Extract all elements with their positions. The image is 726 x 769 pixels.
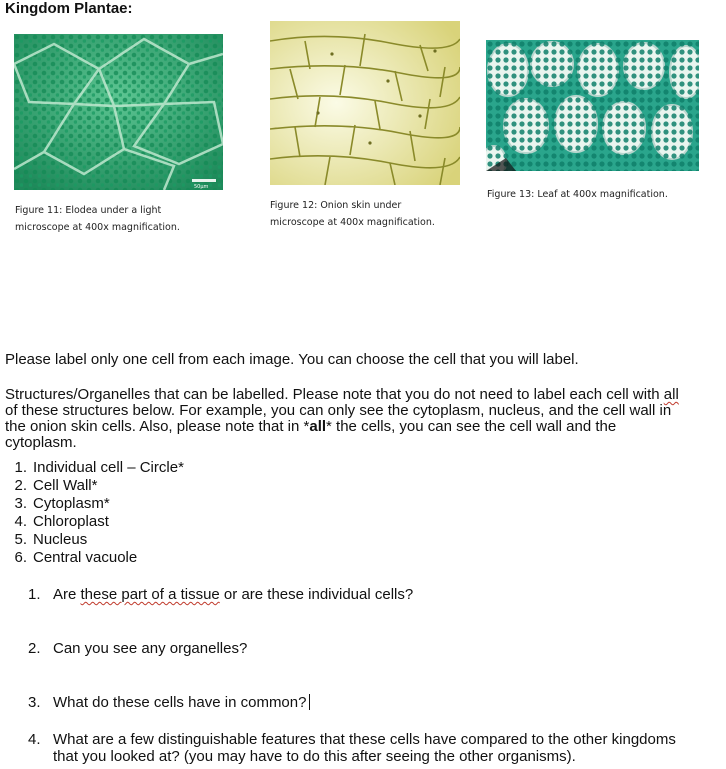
list-label: Individual cell – Circle* bbox=[33, 459, 184, 476]
structures-list bbox=[5, 459, 184, 567]
list-number: 3. bbox=[14, 495, 27, 512]
list-number: 2. bbox=[14, 477, 27, 494]
labeling-instruction: Please label only one cell from each image. You can choose the cell that you will label. bbox=[5, 351, 579, 368]
intro-emphasis: all bbox=[663, 386, 679, 403]
intro-text: Structures/Organelles that can be labelled. Please note that you do not need to label each cell with bbox=[5, 386, 664, 403]
caption-line: Figure 12: Onion skin under bbox=[270, 200, 402, 211]
elodea-micrograph bbox=[14, 34, 223, 190]
list-label: Chloroplast bbox=[33, 513, 109, 530]
structures-intro bbox=[5, 387, 725, 451]
question-text: or are these individual cells? bbox=[219, 586, 414, 603]
list-item bbox=[5, 531, 184, 549]
list-number: 5. bbox=[14, 531, 27, 548]
list-item bbox=[5, 477, 184, 495]
question-number: 2. bbox=[28, 640, 41, 657]
intro-text: of these structures below. For example, you can only see the cytoplasm, nucleus, and the cell wall in bbox=[5, 402, 672, 419]
list-label: Central vacuole bbox=[33, 549, 138, 566]
intro-text: * the cells, you can see the cell wall and the bbox=[326, 418, 617, 435]
caption-line: microscope at 400x magnification. bbox=[15, 222, 180, 233]
list-label: Nucleus bbox=[33, 531, 88, 548]
figure-12-caption bbox=[270, 197, 435, 231]
question-number: 3. bbox=[28, 694, 41, 711]
list-number: 1. bbox=[14, 459, 27, 476]
question-text: What are a few distinguishable features that these cells have compared to the other kingdoms bbox=[53, 731, 676, 748]
intro-text: cytoplasm. bbox=[5, 434, 77, 451]
list-item bbox=[5, 513, 184, 531]
question-3[interactable] bbox=[28, 694, 718, 711]
list-number: 6. bbox=[14, 549, 27, 566]
question-number: 1. bbox=[28, 586, 41, 603]
list-item bbox=[5, 549, 184, 567]
caption-line: Figure 11: Elodea under a light bbox=[15, 205, 162, 216]
figure-11-caption bbox=[15, 202, 180, 236]
caption-line: microscope at 400x magnification. bbox=[270, 217, 435, 228]
question-number: 4. bbox=[28, 731, 41, 748]
question-4 bbox=[28, 731, 723, 765]
list-number: 4. bbox=[14, 513, 27, 530]
list-label: Cytoplasm* bbox=[33, 495, 110, 512]
text-cursor bbox=[309, 694, 310, 710]
question-2 bbox=[28, 640, 718, 657]
question-text: Can you see any organelles? bbox=[53, 640, 248, 657]
question-text: Are bbox=[53, 586, 81, 603]
question-underlined-text: these part of a tissue bbox=[80, 586, 220, 603]
list-item bbox=[5, 495, 184, 513]
question-text: What do these cells have in common? bbox=[53, 694, 307, 711]
page-heading: Kingdom Plantae: bbox=[5, 0, 133, 17]
question-1 bbox=[28, 586, 718, 603]
leaf-micrograph bbox=[486, 40, 699, 171]
intro-bold: all bbox=[309, 418, 327, 435]
question-text: that you looked at? (you may have to do this after seeing the other organisms). bbox=[53, 748, 576, 765]
onion-skin-micrograph bbox=[270, 21, 460, 185]
figure-13-caption: Figure 13: Leaf at 400x magnification. bbox=[487, 189, 668, 200]
list-item bbox=[5, 459, 184, 477]
intro-text: the onion skin cells. Also, please note that in * bbox=[5, 418, 310, 435]
list-label: Cell Wall* bbox=[33, 477, 98, 494]
scale-bar-label: 50μm bbox=[194, 184, 209, 190]
